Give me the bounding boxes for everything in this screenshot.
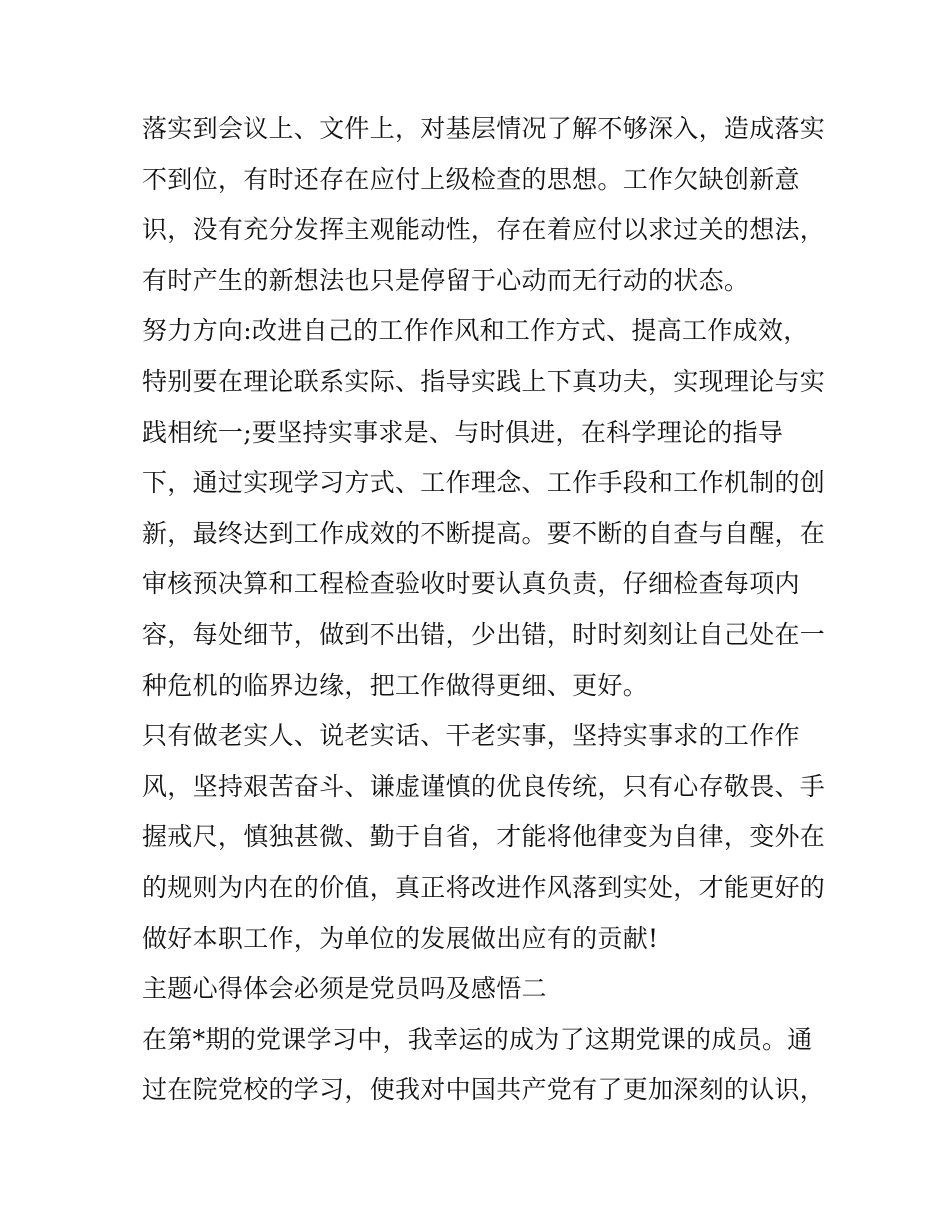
- text-line: 审核预决算和工程检查验收时要认真负责，仔细检查每项内: [142, 569, 800, 599]
- text-line: 的规则为内在的价值，真正将改进作风落到实处，才能更好的: [142, 872, 826, 902]
- text-line: 只有做老实人、说老实话、干老实事，坚持实事求的工作作: [142, 721, 800, 751]
- text-line: 做好本职工作，为单位的发展做出应有的贡献!: [142, 923, 659, 953]
- text-line: 风，坚持艰苦奋斗、谦虚谨慎的优良传统，只有心存敬畏、手: [142, 771, 826, 801]
- text-line: 种危机的临界边缘，把工作做得更细、更好。: [142, 670, 649, 700]
- text-line: 不到位，有时还存在应付上级检查的思想。工作欠缺创新意: [142, 164, 800, 194]
- text-line: 在第*期的党课学习中，我幸运的成为了这期党课的成员。通: [142, 1024, 813, 1054]
- text-line: 有时产生的新想法也只是停留于心动而无行动的状态。: [142, 265, 750, 295]
- section-heading: 主题心得体会必须是党员吗及感悟二: [142, 974, 547, 1004]
- text-line: 落实到会议上、文件上，对基层情况了解不够深入，造成落实: [142, 114, 826, 143]
- text-line: 容，每处细节，做到不出错，少出错，时时刻刻让自己处在一: [142, 619, 826, 649]
- text-line: 下，通过实现学习方式、工作理念、工作手段和工作机制的创: [142, 468, 826, 498]
- text-line: 新，最终达到工作成效的不断提高。要不断的自查与自醒，在: [142, 518, 826, 548]
- text-line: 践相统一;要坚持实事求是、与时俱进，在科学理论的指导: [142, 417, 784, 447]
- document-body: [142, 104, 826, 1116]
- text-line: 识，没有充分发挥主观能动性，存在着应付以求过关的想法，: [142, 215, 826, 245]
- text-line: 过在院党校的学习，使我对中国共产党有了更加深刻的认识，: [142, 1075, 826, 1105]
- text-line: 努力方向:改进自己的工作作风和工作方式、提高工作成效，: [142, 316, 809, 346]
- text-line: 握戒尺，慎独甚微、勤于自省，才能将他律变为自律，变外在: [142, 822, 826, 852]
- text-line: 特别要在理论联系实际、指导实践上下真功夫，实现理论与实: [142, 366, 826, 396]
